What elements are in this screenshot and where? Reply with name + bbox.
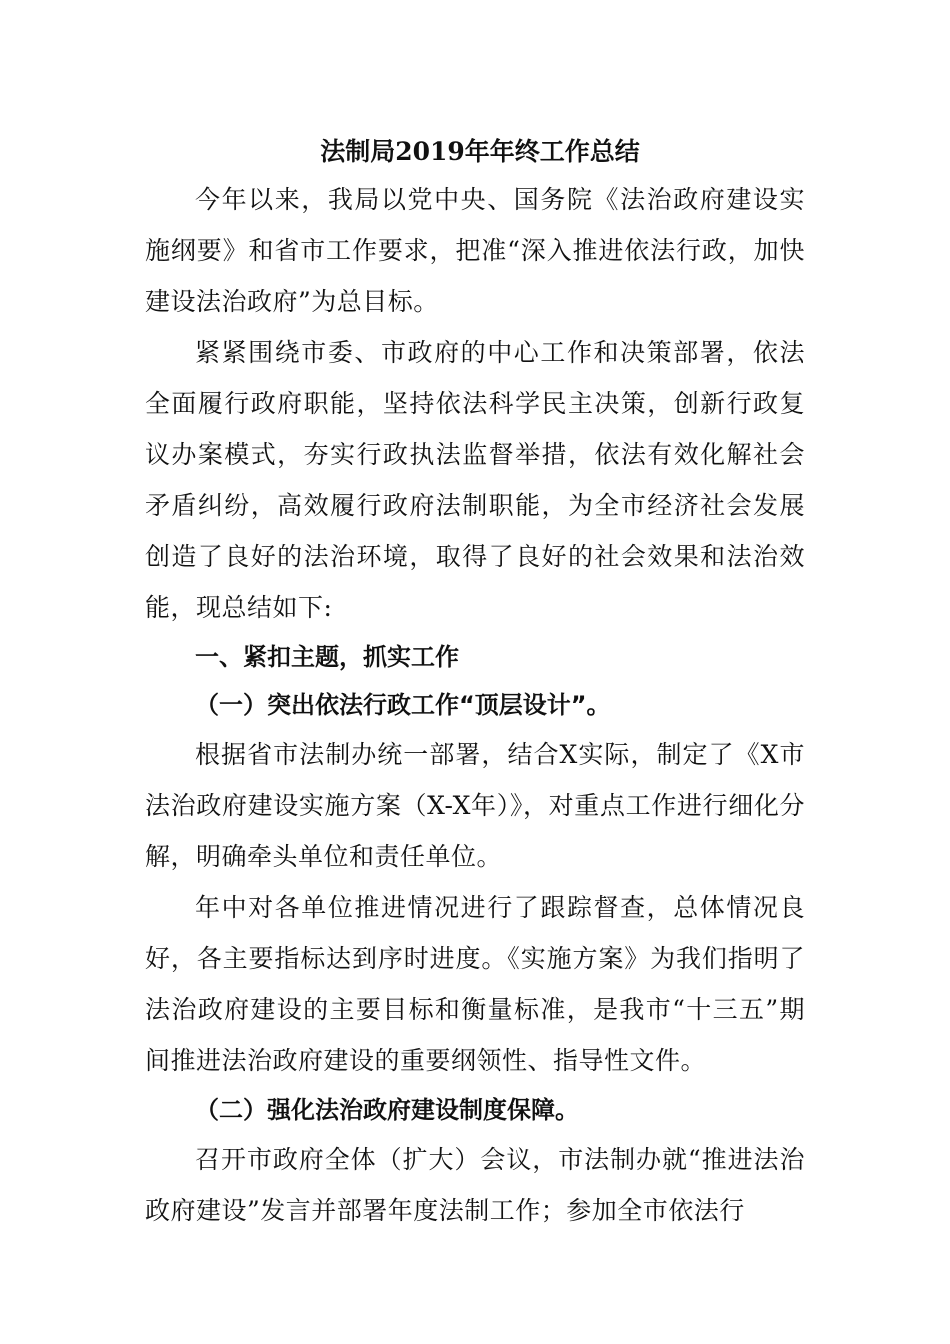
- subsection-heading: （二）强化法治政府建设制度保障。: [195, 1096, 579, 1124]
- subsection-heading: （一）突出依法行政工作“顶层设计”。: [195, 691, 611, 719]
- body-paragraph: 年中对各单位推进情况进行了跟踪督查，总体情况良好，各主要指标达到序时进度。《实施方案》为我们指明了法治政府建设的主要目标和衡量标准，是我市“十三五”期间推进法治政府建设的重要纲领性、指导性文件。: [145, 893, 805, 1075]
- body-paragraph: 根据省市法制办统一部署，结合X实际，制定了《X市法治政府建设实施方案（X-X年）》，对重点工作进行细化分解，明确牵头单位和责任单位。: [145, 740, 805, 871]
- summary-paragraph: 紧紧围绕市委、市政府的中心工作和决策部署，依法全面履行政府职能，坚持依法科学民主决策，创新行政复议办案模式，夯实行政执法监督举措，依法有效化解社会矛盾纠纷，高效履行政府法制职能，为全市经济社会发展创造了良好的法治环境，取得了良好的社会效果和法治效能，现总结如下:: [145, 338, 805, 622]
- document-title: 法制局2019年年终工作总结: [320, 137, 640, 166]
- intro-paragraph: 今年以来，我局以党中央、国务院《法治政府建设实施纲要》和省市工作要求，把准“深入推进依法行政，加快建设法治政府”为总目标。: [145, 185, 805, 316]
- document-body: [145, 130, 805, 1236]
- body-paragraph: 召开市政府全体（扩大）会议，市法制办就“推进法治政府建设”发言并部署年度法制工作；参加全市依法行: [145, 1145, 805, 1225]
- section-heading: 一、紧扣主题，抓实工作: [195, 643, 459, 671]
